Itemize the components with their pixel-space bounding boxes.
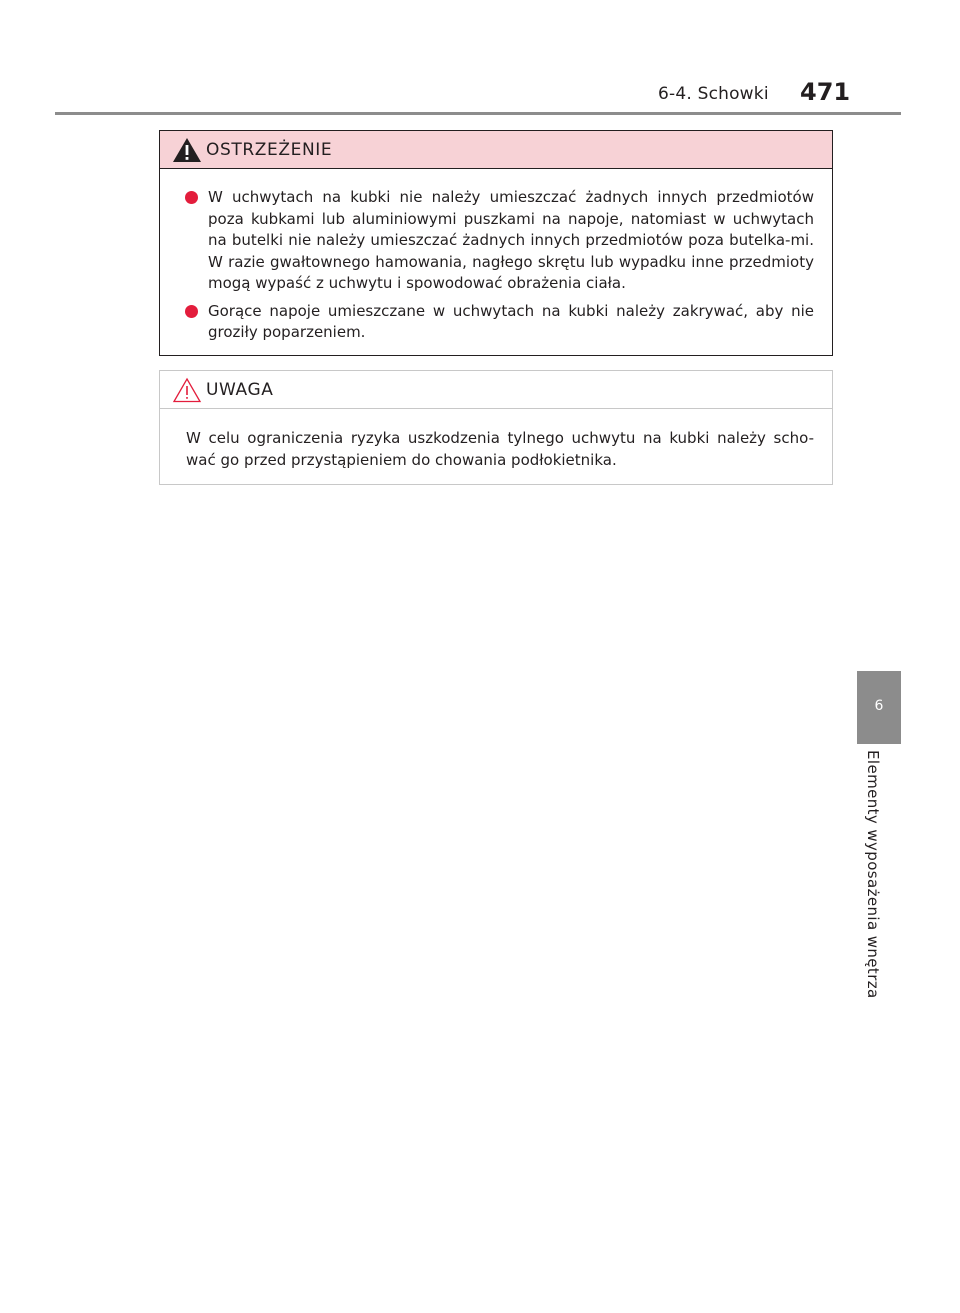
chapter-caption: Elementy wyposażenia wnętrza (864, 750, 882, 999)
caution-header (160, 371, 832, 409)
warning-item-text: W uchwytach na kubki nie należy umieszczać żadnych innych przedmiotów poza kubkami lub aluminiowymi puszkami na napoje, natomiast w uchwytach na butelki nie należy umieszczać żadnych innych przedmiotów poza butelka-mi. W razie gwałtownego hamowania, nagłego skrętu lub wypadku inne przedmioty mogą wypaść z uchwytu i spowodować obrażenia ciała. (208, 188, 814, 292)
chapter-number: 6 (874, 698, 884, 714)
section-title: 6-4. Schowki (658, 84, 769, 104)
warning-triangle-outline-icon (172, 377, 202, 403)
caution-box (159, 370, 833, 485)
list-item (160, 301, 832, 344)
warning-list (160, 187, 832, 344)
caution-text: W celu ograniczenia ryzyka uszkodzenia tylnego uchwytu na kubki należy scho-wać go przed przystąpieniem do chowania podłokietnika. (186, 429, 814, 469)
warning-title: OSTRZEŻENIE (206, 140, 333, 160)
warning-header (160, 131, 832, 169)
bullet-dot-icon (185, 305, 198, 318)
caution-title: UWAGA (206, 380, 274, 400)
warning-item-text: Gorące napoje umieszczane w uchwytach na kubki należy zakrywać, aby nie groziły poparzeniem. (208, 301, 814, 341)
warning-box (159, 130, 833, 356)
chapter-tab (857, 671, 901, 744)
page-number: 471 (800, 78, 851, 106)
list-item (160, 187, 832, 295)
bullet-dot-icon (185, 191, 198, 204)
warning-triangle-filled-icon (172, 137, 202, 163)
header-divider (55, 112, 901, 115)
